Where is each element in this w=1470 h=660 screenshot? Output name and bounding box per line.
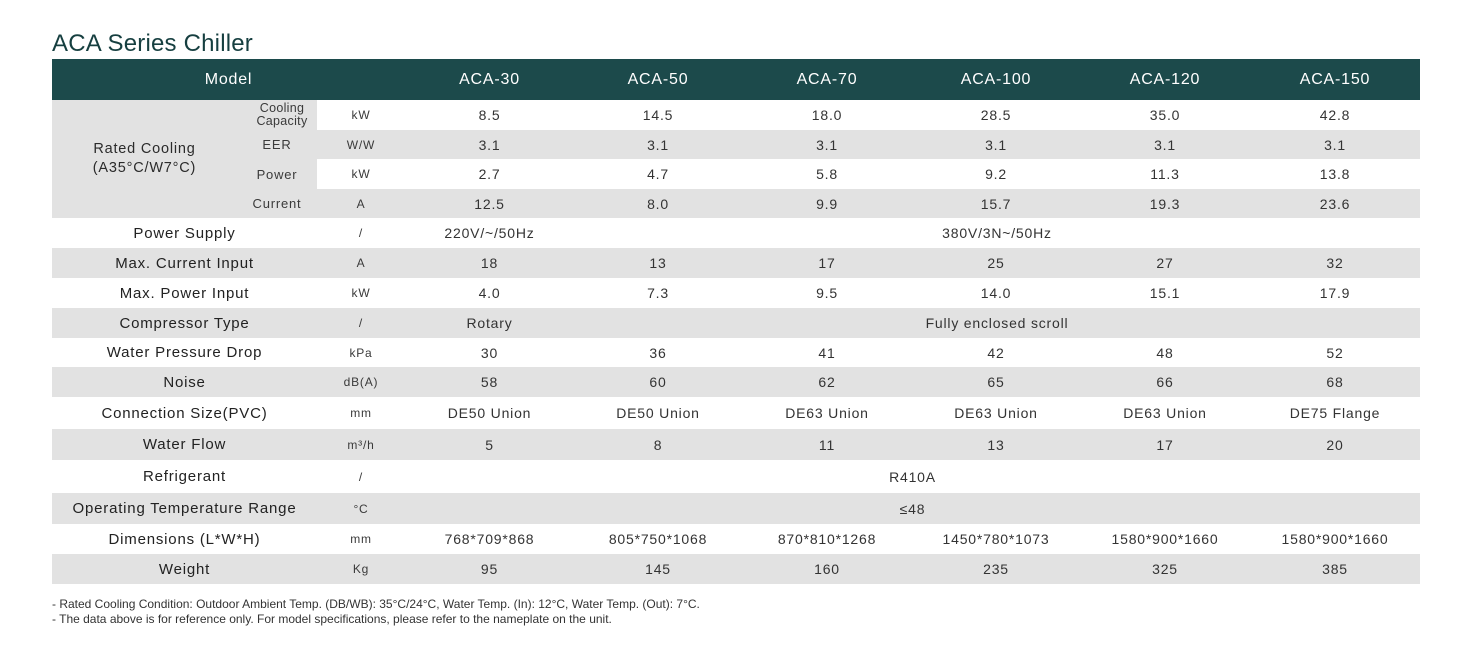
- value-cell: 32: [1250, 248, 1420, 278]
- table-row: [52, 397, 1420, 429]
- value-cell: 7.3: [574, 278, 742, 308]
- value-cell: 3.1: [405, 130, 574, 159]
- value-cell: 9.5: [742, 278, 912, 308]
- value-cell: 15.7: [912, 189, 1080, 218]
- value-cell: Rotary: [405, 308, 574, 338]
- model-header-cell: ACA-30: [405, 59, 574, 100]
- value-cell: 160: [742, 554, 912, 584]
- value-cell: 13: [574, 248, 742, 278]
- value-cell: 12.5: [405, 189, 574, 218]
- value-cell: 68: [1250, 367, 1420, 397]
- value-cell: 36: [574, 338, 742, 367]
- value-cell: DE63 Union: [912, 397, 1080, 429]
- value-cell: 66: [1080, 367, 1250, 397]
- unit-cell: W/W: [317, 130, 405, 159]
- unit-cell: dB(A): [317, 367, 405, 397]
- spec-table: [52, 59, 1420, 584]
- value-cell: 23.6: [1250, 189, 1420, 218]
- row-label: Max. Current Input: [52, 248, 317, 278]
- value-cell: 3.1: [1250, 130, 1420, 159]
- row-label: Water Pressure Drop: [52, 338, 317, 367]
- footnotes: [52, 597, 700, 627]
- unit-cell: /: [317, 308, 405, 338]
- value-cell: 13.8: [1250, 159, 1420, 189]
- model-header-cell: ACA-100: [912, 59, 1080, 100]
- model-header-cell: ACA-70: [742, 59, 912, 100]
- table-row: [52, 338, 1420, 367]
- value-cell: 385: [1250, 554, 1420, 584]
- table-row: [52, 130, 1420, 159]
- value-cell: 9.9: [742, 189, 912, 218]
- table-row: [52, 493, 1420, 524]
- value-cell: 2.7: [405, 159, 574, 189]
- model-header-cell: ACA-120: [1080, 59, 1250, 100]
- footnote: - Rated Cooling Condition: Outdoor Ambient Temp. (DB/WB): 35°C/24°C, Water Temp. (In): 12°C, Water Temp. (Out): 7°C.: [52, 597, 700, 611]
- model-header-cell: ACA-150: [1250, 59, 1420, 100]
- page-title: ACA Series Chiller: [52, 30, 254, 58]
- value-cell: 95: [405, 554, 574, 584]
- value-cell: DE63 Union: [1080, 397, 1250, 429]
- sub-parameter: Power: [237, 159, 317, 189]
- value-cell: 18: [405, 248, 574, 278]
- value-cell: 805*750*1068: [574, 524, 742, 554]
- table-row: [52, 429, 1420, 460]
- value-cell: 14.0: [912, 278, 1080, 308]
- value-cell: 25: [912, 248, 1080, 278]
- value-cell: 17: [742, 248, 912, 278]
- table-row: [52, 248, 1420, 278]
- table-row: [52, 218, 1420, 248]
- value-cell: 17: [1080, 429, 1250, 460]
- table-row: [52, 159, 1420, 189]
- value-cell: 1580*900*1660: [1080, 524, 1250, 554]
- value-cell: R410A: [405, 460, 1420, 493]
- value-cell: DE63 Union: [742, 397, 912, 429]
- value-cell: 27: [1080, 248, 1250, 278]
- value-cell: 3.1: [742, 130, 912, 159]
- table-row: [52, 367, 1420, 397]
- value-cell: 8.0: [574, 189, 742, 218]
- row-label: Water Flow: [52, 429, 317, 460]
- sub-parameter: Cooling Capacity: [237, 100, 317, 130]
- rated-cooling-title: Rated Cooling: [93, 141, 196, 157]
- unit-cell: °C: [317, 493, 405, 524]
- value-cell: 19.3: [1080, 189, 1250, 218]
- value-cell: 60: [574, 367, 742, 397]
- table-row: [52, 308, 1420, 338]
- value-cell: 62: [742, 367, 912, 397]
- value-cell: 768*709*868: [405, 524, 574, 554]
- value-cell: 20: [1250, 429, 1420, 460]
- value-cell: 235: [912, 554, 1080, 584]
- value-cell: 1580*900*1660: [1250, 524, 1420, 554]
- value-cell: 15.1: [1080, 278, 1250, 308]
- table-row: [52, 460, 1420, 493]
- value-cell: 145: [574, 554, 742, 584]
- sub-parameter: EER: [237, 130, 317, 159]
- row-label: Connection Size(PVC): [52, 397, 317, 429]
- row-label: Noise: [52, 367, 317, 397]
- sub-parameter: Current: [237, 189, 317, 218]
- value-cell: 42.8: [1250, 100, 1420, 130]
- table-row: [52, 189, 1420, 218]
- table-row: [52, 524, 1420, 554]
- value-cell: DE50 Union: [405, 397, 574, 429]
- value-cell: 41: [742, 338, 912, 367]
- row-label: Dimensions (L*W*H): [52, 524, 317, 554]
- value-cell: 65: [912, 367, 1080, 397]
- value-cell: 3.1: [574, 130, 742, 159]
- value-cell: 52: [1250, 338, 1420, 367]
- value-cell: 1450*780*1073: [912, 524, 1080, 554]
- row-label: Power Supply: [52, 218, 317, 248]
- value-cell: 13: [912, 429, 1080, 460]
- value-cell: 5.8: [742, 159, 912, 189]
- value-cell: 4.0: [405, 278, 574, 308]
- table-row: [52, 554, 1420, 584]
- value-cell: 42: [912, 338, 1080, 367]
- unit-cell: kPa: [317, 338, 405, 367]
- value-cell: 28.5: [912, 100, 1080, 130]
- unit-cell: mm: [317, 524, 405, 554]
- value-cell: 58: [405, 367, 574, 397]
- rated-cooling-label: [52, 100, 237, 218]
- value-cell: 220V/~/50Hz: [405, 218, 574, 248]
- value-cell: 380V/3N~/50Hz: [574, 218, 1420, 248]
- unit-cell: kW: [317, 159, 405, 189]
- unit-cell: m³/h: [317, 429, 405, 460]
- value-cell: 35.0: [1080, 100, 1250, 130]
- unit-cell: kW: [317, 100, 405, 130]
- value-cell: 870*810*1268: [742, 524, 912, 554]
- value-cell: Fully enclosed scroll: [574, 308, 1420, 338]
- value-cell: 8.5: [405, 100, 574, 130]
- unit-cell: /: [317, 218, 405, 248]
- unit-cell: A: [317, 189, 405, 218]
- table-row: [52, 278, 1420, 308]
- unit-cell: Kg: [317, 554, 405, 584]
- value-cell: 30: [405, 338, 574, 367]
- rated-cooling-condition: (A35°C/W7°C): [92, 160, 197, 176]
- value-cell: 325: [1080, 554, 1250, 584]
- value-cell: 11.3: [1080, 159, 1250, 189]
- unit-cell: /: [317, 460, 405, 493]
- model-header-cell: ACA-50: [574, 59, 742, 100]
- value-cell: 3.1: [912, 130, 1080, 159]
- value-cell: 48: [1080, 338, 1250, 367]
- row-label: Operating Temperature Range: [52, 493, 317, 524]
- value-cell: 11: [742, 429, 912, 460]
- value-cell: 9.2: [912, 159, 1080, 189]
- row-label: Compressor Type: [52, 308, 317, 338]
- value-cell: 3.1: [1080, 130, 1250, 159]
- unit-cell: A: [317, 248, 405, 278]
- value-cell: 4.7: [574, 159, 742, 189]
- row-label: Weight: [52, 554, 317, 584]
- row-label: Refrigerant: [52, 460, 317, 493]
- unit-cell: mm: [317, 397, 405, 429]
- value-cell: 18.0: [742, 100, 912, 130]
- header-row: [52, 59, 1420, 100]
- value-cell: 17.9: [1250, 278, 1420, 308]
- model-header: Model: [52, 59, 405, 100]
- value-cell: 14.5: [574, 100, 742, 130]
- unit-cell: kW: [317, 278, 405, 308]
- value-cell: 5: [405, 429, 574, 460]
- value-cell: ≤48: [405, 493, 1420, 524]
- value-cell: 8: [574, 429, 742, 460]
- row-label: Max. Power Input: [52, 278, 317, 308]
- value-cell: DE75 Flange: [1250, 397, 1420, 429]
- value-cell: DE50 Union: [574, 397, 742, 429]
- table-row: [52, 100, 1420, 130]
- footnote: - The data above is for reference only. For model specifications, please refer to the nameplate on the unit.: [52, 612, 612, 626]
